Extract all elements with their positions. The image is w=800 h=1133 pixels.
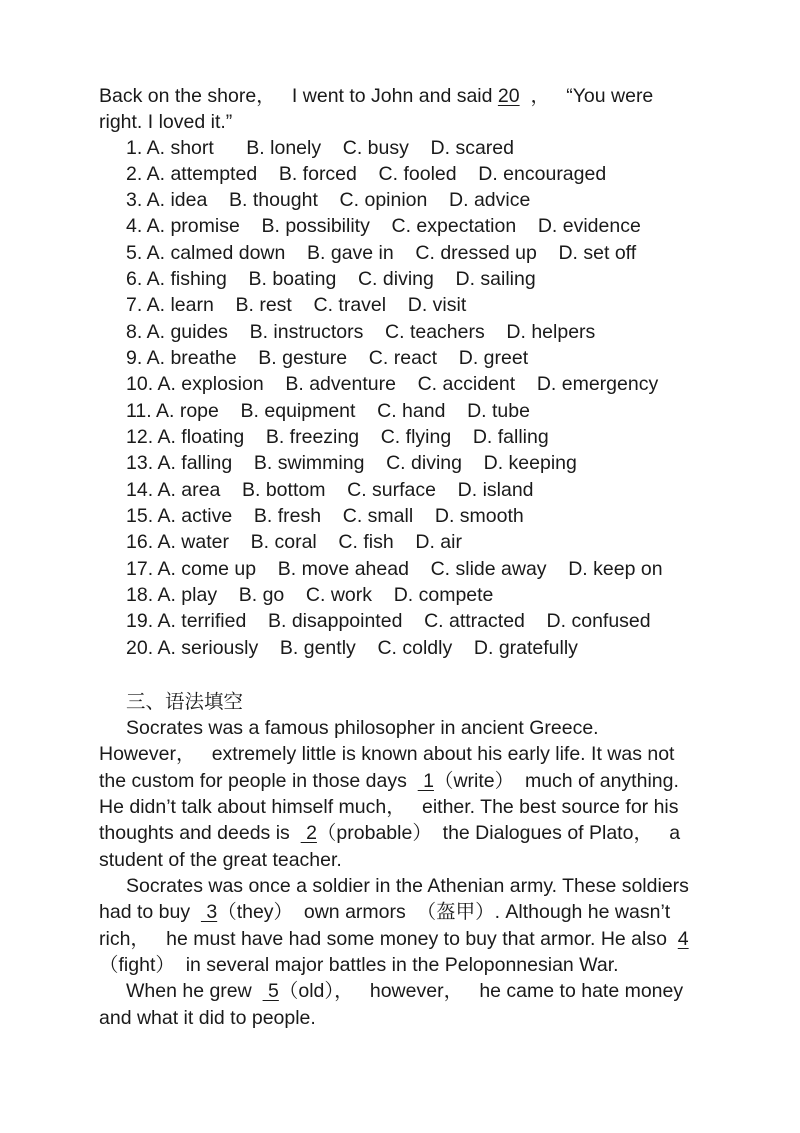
option-line-3: 3. A. idea B. thought C. opinion D. advice: [126, 189, 531, 211]
intro-text: Back on the shore， I went to John and said: [99, 85, 498, 107]
option-line-6: 6. A. fishing B. boating C. diving D. sailing: [126, 268, 536, 290]
option-line-15: 15. A. active B. fresh C. small D. smooth: [126, 505, 524, 527]
blank-4: 4: [677, 928, 689, 950]
intro-text: ， “You were: [519, 85, 654, 107]
intro-line-2: right. I loved it.”: [99, 111, 233, 133]
passage-p1-line-2: However， extremely little is known about his early life. It was not: [99, 743, 675, 765]
passage-p2-line-3: rich， he must have had some money to buy that armor. He also 4: [99, 928, 689, 950]
passage-p2-line-1: Socrates was once a soldier in the Athenian army. These soldiers: [126, 875, 689, 897]
option-line-7: 7. A. learn B. rest C. travel D. visit: [126, 294, 467, 316]
section-heading: 三、语法填空: [126, 690, 244, 713]
option-line-2: 2. A. attempted B. forced C. fooled D. encouraged: [126, 163, 607, 185]
option-line-4: 4. A. promise B. possibility C. expectation D. evidence: [126, 215, 641, 237]
passage-p1-line-6: student of the great teacher.: [99, 849, 342, 871]
option-line-20: 20. A. seriously B. gently C. coldly D. gratefully: [126, 637, 578, 659]
option-line-14: 14. A. area B. bottom C. surface D. island: [126, 479, 534, 501]
blank-5: 5: [262, 980, 279, 1002]
option-line-8: 8. A. guides B. instructors C. teachers D. helpers: [126, 321, 596, 343]
passage-p1-line-4: He didn’t talk about himself much， either. The best source for his: [99, 796, 679, 818]
passage-p1-line-3: the custom for people in those days 1（write） much of anything.: [99, 770, 679, 792]
option-line-18: 18. A. play B. go C. work D. compete: [126, 584, 494, 606]
passage-p1-line-1: Socrates was a famous philosopher in ancient Greece.: [126, 717, 599, 739]
option-line-11: 11. A. rope B. equipment C. hand D. tube: [126, 400, 530, 422]
passage-p3-line-1: When he grew 5（old）， however， he came to hate money: [126, 980, 684, 1002]
blank-3: 3: [200, 901, 218, 923]
option-line-5: 5. A. calmed down B. gave in C. dressed up D. set off: [126, 242, 637, 264]
intro-line-1: [99, 83, 653, 109]
passage-p1-line-5: thoughts and deeds is 2（probable） the Dialogues of Plato， a: [99, 822, 681, 844]
option-line-10: 10. A. explosion B. adventure C. accident D. emergency: [126, 373, 659, 395]
passage-p2-line-2: had to buy 3（they） own armors （盔甲）. Although he wasn’t: [99, 901, 671, 923]
passage-p2-line-4: （fight） in several major battles in the Peloponnesian War.: [99, 954, 619, 976]
option-line-19: 19. A. terrified B. disappointed C. attracted D. confused: [126, 610, 651, 632]
option-line-16: 16. A. water B. coral C. fish D. air: [126, 531, 462, 553]
blank-1: 1: [417, 770, 434, 792]
blank-2: 2: [300, 822, 317, 844]
blank-20: 20: [497, 85, 520, 107]
passage-p3-line-2: and what it did to people.: [99, 1007, 316, 1029]
option-line-9: 9. A. breathe B. gesture C. react D. greet: [126, 347, 529, 369]
option-line-17: 17. A. come up B. move ahead C. slide away D. keep on: [126, 558, 663, 580]
option-line-1: 1. A. short B. lonely C. busy D. scared: [126, 137, 514, 159]
option-line-12: 12. A. floating B. freezing C. flying D. falling: [126, 426, 549, 448]
option-line-13: 13. A. falling B. swimming C. diving D. keeping: [126, 452, 577, 474]
